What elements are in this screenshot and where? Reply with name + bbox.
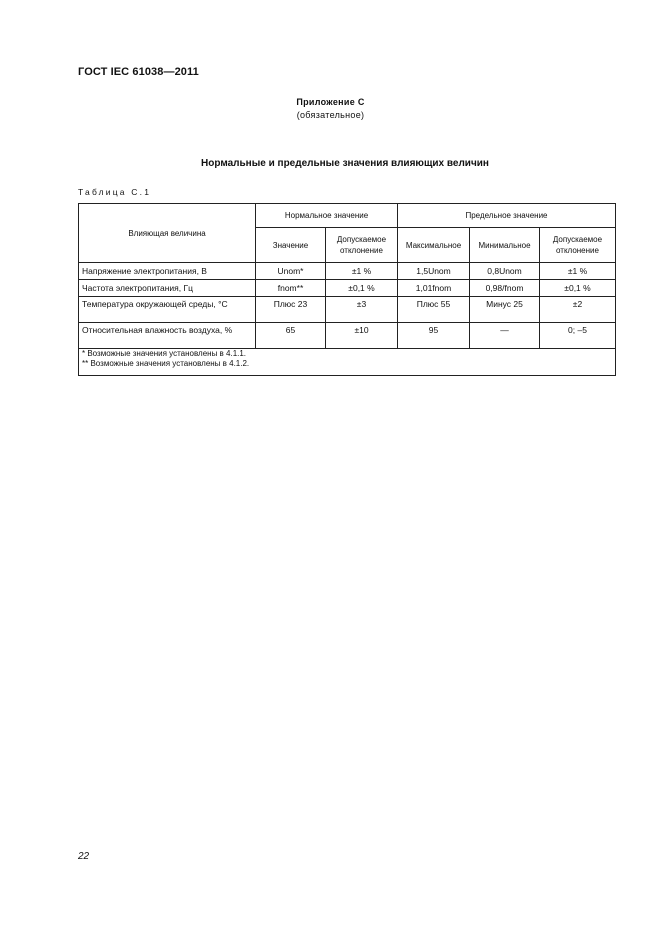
header-normal-group: Нормальное значение [256,204,398,228]
row-limit-min: — [470,323,540,349]
row-limit-min: 0,98/fnom [470,280,540,297]
header-limit-tolerance: Допускаемое отклонение [540,228,616,263]
header-limit-max: Максимальное [398,228,470,263]
document-code: ГОСТ IEC 61038—2011 [78,66,199,78]
section-title: Нормальные и предельные значения влияющих величин [201,158,489,169]
row-normal-tolerance: ±3 [326,297,398,323]
row-normal-tolerance: ±0,1 % [326,280,398,297]
row-quantity: Частота электропитания, Гц [79,280,256,297]
row-limit-tolerance: ±1 % [540,263,616,280]
influence-quantities-table [78,203,616,376]
table-row [79,280,616,297]
row-limit-max: 1,5Unom [398,263,470,280]
table-notes [79,349,616,376]
row-limit-min: 0,8Unom [470,263,540,280]
row-limit-min: Минус 25 [470,297,540,323]
annex-title: Приложение С [296,97,365,107]
page-number: 22 [78,851,90,862]
header-limit-min: Минимальное [470,228,540,263]
row-normal-value: 65 [256,323,326,349]
table-row [79,263,616,280]
table-note: ** Возможные значения установлены в 4.1.2. [82,359,250,368]
row-limit-max: Плюс 55 [398,297,470,323]
table-row [79,323,616,349]
row-normal-tolerance: ±10 [326,323,398,349]
row-normal-value: Плюс 23 [256,297,326,323]
header-limit-group: Предельное значение [398,204,616,228]
header-quantity: Влияющая величина [79,204,256,263]
row-limit-max: 1,01fnom [398,280,470,297]
row-limit-tolerance: ±0,1 % [540,280,616,297]
row-normal-value: fnom** [256,280,326,297]
header-normal-value: Значение [256,228,326,263]
row-normal-value: Unom* [256,263,326,280]
row-quantity: Относительная влажность воздуха, % [79,323,256,349]
table-note: * Возможные значения установлены в 4.1.1. [82,349,247,358]
annex-status: (обязательное) [296,110,365,120]
header-normal-tolerance: Допускаемое отклонение [326,228,398,263]
row-normal-tolerance: ±1 % [326,263,398,280]
table-caption: Таблица С.1 [78,187,152,197]
row-quantity: Напряжение электропитания, В [79,263,256,280]
row-limit-tolerance: 0; –5 [540,323,616,349]
row-limit-max: 95 [398,323,470,349]
row-limit-tolerance: ±2 [540,297,616,323]
table-notes-row [79,349,616,376]
table-header-row [79,204,616,228]
table-row [79,297,616,323]
row-quantity: Температура окружающей среды, °С [79,297,256,323]
